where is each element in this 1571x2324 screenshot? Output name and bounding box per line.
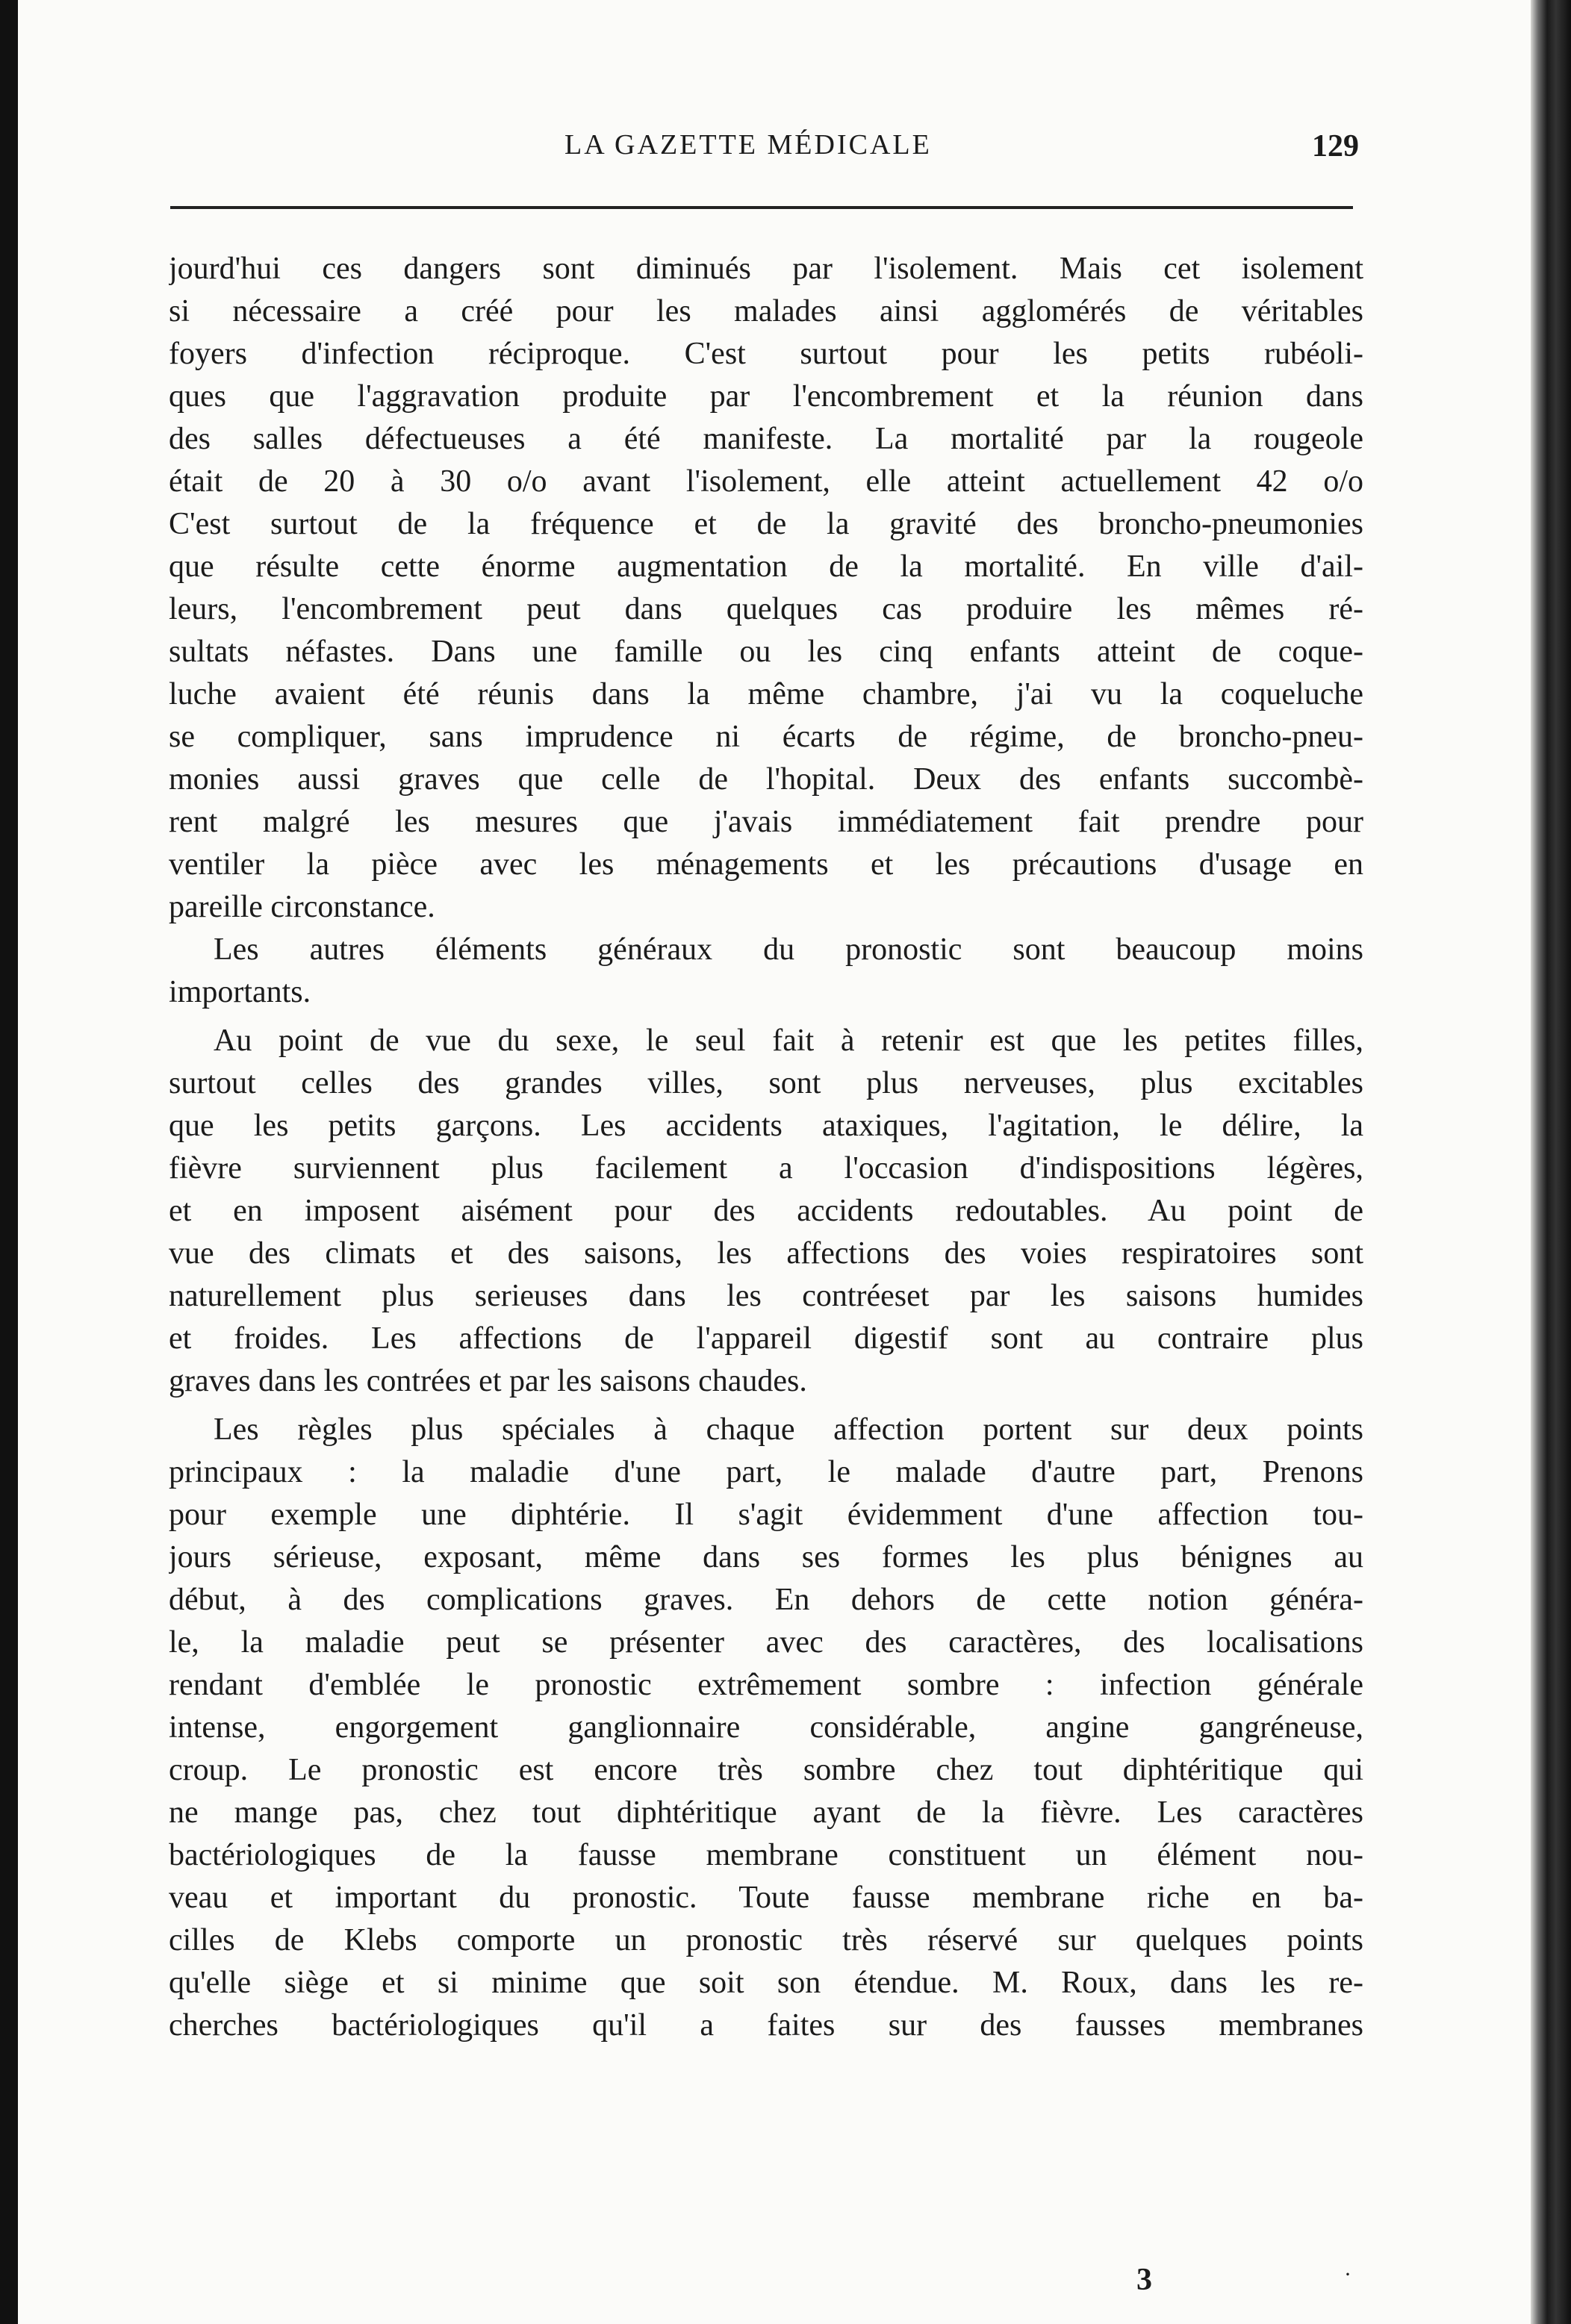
text-line: Les règles plus spéciales à chaque affection portent sur deux points bbox=[214, 1412, 1363, 1447]
footer-dot: · bbox=[1344, 2262, 1351, 2287]
text-line: foyers d'infection réciproque. C'est surtout pour les petits rubéoli- bbox=[169, 337, 1363, 371]
text-line: cilles de Klebs comporte un pronostic très réservé sur quelques points bbox=[169, 1923, 1363, 1957]
text-line: jourd'hui ces dangers sont diminués par l'isolement. Mais cet isolement bbox=[169, 252, 1363, 286]
text-line: Au point de vue du sexe, le seul fait à retenir est que les petites filles, bbox=[214, 1024, 1363, 1058]
text-line: pareille circonstance. bbox=[169, 890, 435, 924]
text-line: début, à des complications graves. En dehors de cette notion généra- bbox=[169, 1583, 1363, 1617]
text-line: ne mange pas, chez tout diphtéritique ayant de la fièvre. Les caractères bbox=[169, 1795, 1363, 1830]
text-line: graves dans les contrées et par les saisons chaudes. bbox=[169, 1364, 807, 1398]
text-line: C'est surtout de la fréquence et de la gravité des broncho-pneumonies bbox=[169, 507, 1363, 541]
page-header bbox=[164, 128, 1359, 173]
page-number: 129 bbox=[1312, 129, 1359, 163]
signature-mark: 3 bbox=[1136, 2263, 1152, 2297]
text-line: principaux : la maladie d'une part, le malade d'autre part, Prenons bbox=[169, 1455, 1363, 1489]
text-line: surtout celles des grandes villes, sont plus nerveuses, plus excitables bbox=[169, 1066, 1363, 1100]
text-line: pour exemple une diphtérie. Il s'agit évidemment d'une affection tou- bbox=[169, 1498, 1363, 1532]
scan-right-edge bbox=[1531, 0, 1571, 2324]
running-title: LA GAZETTE MÉDICALE bbox=[564, 129, 932, 161]
text-line: intense, engorgement ganglionnaire considérable, angine gangréneuse, bbox=[169, 1710, 1363, 1745]
text-line: jours sérieuse, exposant, même dans ses formes les plus bénignes au bbox=[169, 1540, 1363, 1574]
text-line: fièvre surviennent plus facilement a l'occasion d'indispositions légères, bbox=[169, 1151, 1363, 1186]
text-line: veau et important du pronostic. Toute fausse membrane riche en ba- bbox=[169, 1881, 1363, 1915]
text-line: rendant d'emblée le pronostic extrêmement sombre : infection générale bbox=[169, 1668, 1363, 1702]
text-line: était de 20 à 30 o/o avant l'isolement, elle atteint actuellement 42 o/o bbox=[169, 464, 1363, 499]
text-line: des salles défectueuses a été manifeste. La mortalité par la rougeole bbox=[169, 422, 1363, 456]
text-line: et froides. Les affections de l'appareil digestif sont au contraire plus bbox=[169, 1321, 1363, 1356]
body-text bbox=[169, 248, 1363, 2047]
header-rule bbox=[170, 206, 1353, 209]
text-line: croup. Le pronostic est encore très sombre chez tout diphtéritique qui bbox=[169, 1753, 1363, 1787]
text-line: vue des climats et des saisons, les affections des voies respiratoires sont bbox=[169, 1236, 1363, 1271]
scan-left-edge bbox=[0, 0, 18, 2324]
text-line: et en imposent aisément pour des accidents redoutables. Au point de bbox=[169, 1194, 1363, 1228]
text-line: ventiler la pièce avec les ménagements et les précautions d'usage en bbox=[169, 847, 1363, 882]
text-line: que les petits garçons. Les accidents ataxiques, l'agitation, le délire, la bbox=[169, 1109, 1363, 1143]
text-line: Les autres éléments généraux du pronostic sont beaucoup moins bbox=[214, 932, 1363, 967]
text-line: leurs, l'encombrement peut dans quelques cas produire les mêmes ré- bbox=[169, 592, 1363, 626]
text-line: qu'elle siège et si minime que soit son étendue. M. Roux, dans les re- bbox=[169, 1966, 1363, 2000]
text-line: que résulte cette énorme augmentation de la mortalité. En ville d'ail- bbox=[169, 549, 1363, 584]
text-line: bactériologiques de la fausse membrane constituent un élément nou- bbox=[169, 1838, 1363, 1872]
text-line: importants. bbox=[169, 975, 311, 1009]
text-line: rent malgré les mesures que j'avais immédiatement fait prendre pour bbox=[169, 805, 1363, 839]
text-line: monies aussi graves que celle de l'hopital. Deux des enfants succombè- bbox=[169, 762, 1363, 797]
text-line: ques que l'aggravation produite par l'encombrement et la réunion dans bbox=[169, 379, 1363, 414]
text-line: cherches bactériologiques qu'il a faites sur des fausses membranes bbox=[169, 2008, 1363, 2043]
text-line: se compliquer, sans imprudence ni écarts de régime, de broncho-pneu- bbox=[169, 720, 1363, 754]
text-line: naturellement plus serieuses dans les contréeset par les saisons humides bbox=[169, 1279, 1363, 1313]
text-line: sultats néfastes. Dans une famille ou les cinq enfants atteint de coque- bbox=[169, 635, 1363, 669]
text-line: le, la maladie peut se présenter avec des caractères, des localisations bbox=[169, 1625, 1363, 1660]
text-line: luche avaient été réunis dans la même chambre, j'ai vu la coqueluche bbox=[169, 677, 1363, 711]
text-line: si nécessaire a créé pour les malades ainsi agglomérés de véritables bbox=[169, 294, 1363, 328]
